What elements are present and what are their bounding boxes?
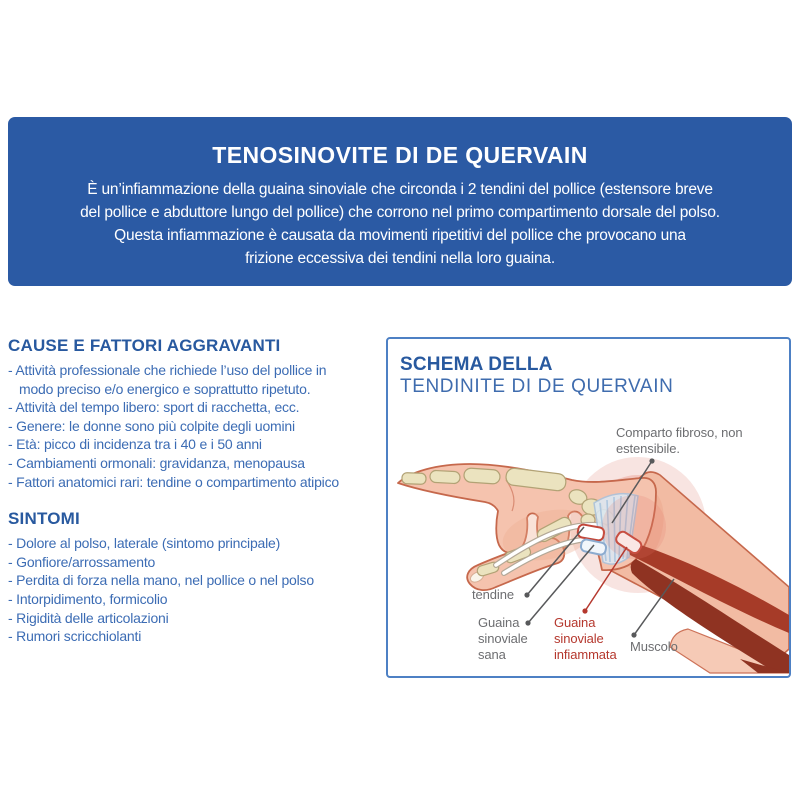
intro-line: frizione eccessiva dei tendini nella loro guaina. xyxy=(245,250,555,267)
inflammation-tint xyxy=(602,495,666,559)
schema-title-line2: TENDINITE DI DE QUERVAIN xyxy=(400,376,674,397)
symptoms-heading: SINTOMI xyxy=(8,509,80,529)
label-tendon: tendine xyxy=(472,587,514,602)
intro-line: del pollice e abduttore lungo del pollice) che corrono nel primo compartimento dorsale del polso. xyxy=(80,204,720,221)
label-fibrous-compartment: Comparto fibroso, non estensibile. xyxy=(616,425,743,456)
list-item: - Genere: le donne sono più colpite degli uomini xyxy=(8,417,360,436)
list-item: - Attività del tempo libero: sport di racchetta, ecc. xyxy=(8,398,360,417)
schema-title xyxy=(400,354,789,398)
schema-title-line1: SCHEMA DELLA xyxy=(400,354,553,375)
symptoms-list xyxy=(8,534,326,646)
hand-diagram xyxy=(388,417,789,674)
causes-list xyxy=(8,361,360,491)
list-item: - Perdita di forza nella mano, nel pollice o nel polso xyxy=(8,571,326,590)
causes-section xyxy=(8,336,380,491)
causes-heading: CAUSE E FATTORI AGGRAVANTI xyxy=(8,336,281,355)
page-title: TENOSINOVITE DI DE QUERVAIN xyxy=(212,142,588,168)
symptoms-section xyxy=(8,509,380,646)
schema-box xyxy=(386,337,791,678)
label-inflamed-sheath: Guaina sinoviale infiammata xyxy=(554,615,617,662)
intro-line: È un’infiammazione della guaina sinoviale che circonda i 2 tendini del pollice (estensore breve xyxy=(87,181,713,198)
intro-paragraph xyxy=(8,178,792,270)
list-item: - Attività professionale che richiede l’uso del pollice in modo preciso e/o energico e soprattutto ripetuto. xyxy=(8,361,360,398)
header-banner xyxy=(8,117,792,286)
list-item: - Fattori anatomici rari: tendine o compartimento atipico xyxy=(8,473,360,492)
label-muscle: Muscolo xyxy=(630,639,678,654)
list-item: - Intorpidimento, formicolio xyxy=(8,590,326,609)
intro-line: Questa infiammazione è causata da movimenti ripetitivi del pollice che provocano una xyxy=(114,227,686,244)
list-item: - Età: picco di incidenza tra i 40 e i 50 anni xyxy=(8,435,360,454)
list-item: - Dolore al polso, laterale (sintomo principale) xyxy=(8,534,326,553)
list-item: - Rigidità delle articolazioni xyxy=(8,609,326,628)
list-item: - Cambiamenti ormonali: gravidanza, menopausa xyxy=(8,454,360,473)
left-column xyxy=(8,336,380,646)
list-item: - Rumori scricchiolanti xyxy=(8,627,326,646)
list-item: - Gonfiore/arrossamento xyxy=(8,553,326,572)
label-healthy-sheath: Guaina sinoviale sana xyxy=(478,615,528,662)
